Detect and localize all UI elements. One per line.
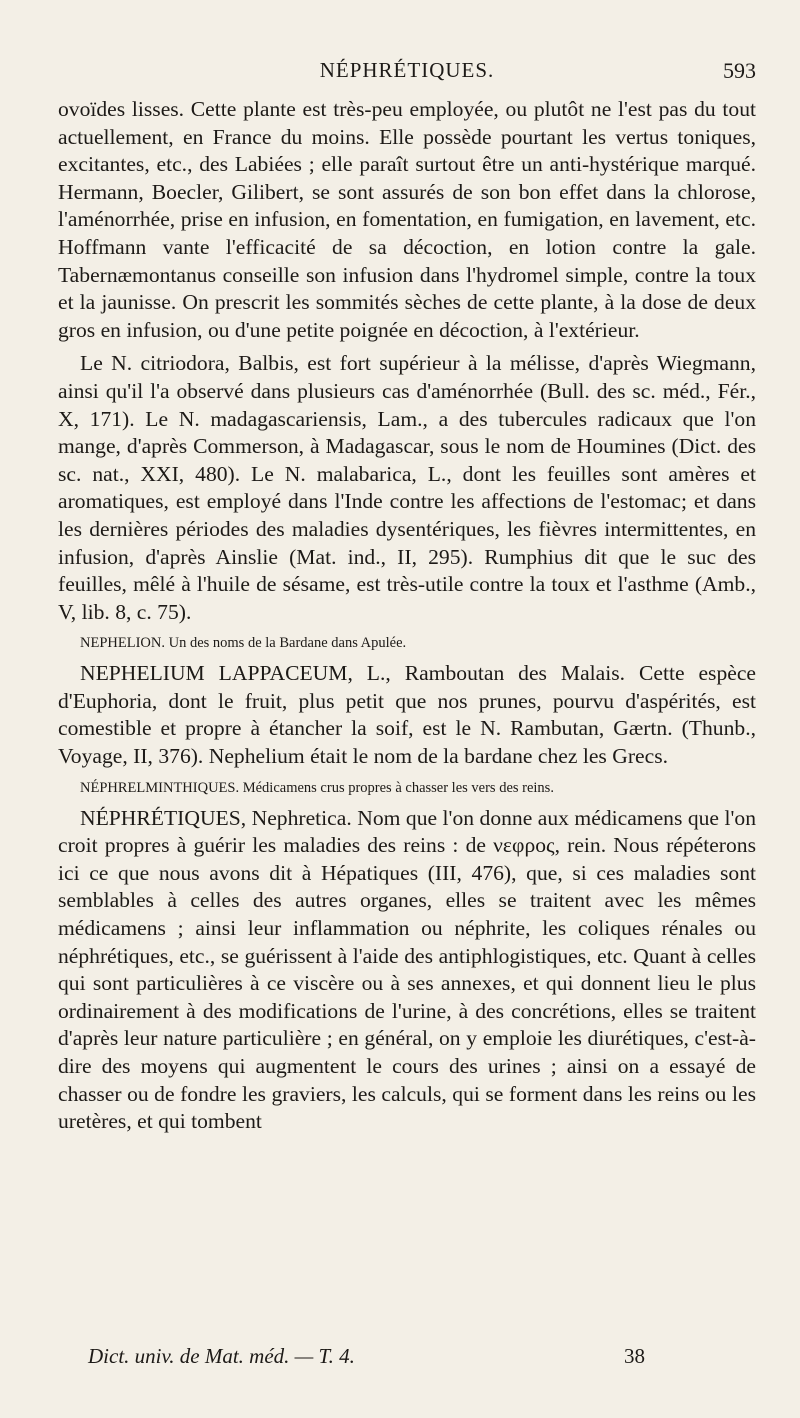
footer-signature: Dict. univ. de Mat. méd. — T. 4. bbox=[88, 1344, 355, 1368]
body-text bbox=[58, 96, 756, 1136]
entry-nephretiques: NÉPHRÉTIQUES, Nephretica. Nom que l'on donne aux médicamens que l'on croit propres à guérir les maladies des reins : de νεφρος, rein. Nous répéterons ici ce que nous avons dit à Hépatiques (III, 476), que, si ces maladies sont semblables à celles des autres organes, elles se traitent avec les mêmes médicamens ; ainsi leur inflammation ou néphrite, les coliques rénales ou néphrétiques, etc., se guérissent à l'aide des antiphlogistiques, etc. Quant à celles qui sont particulières à ce viscère ou à ses annexes, et qui donnent lieu le plus ordinairement à des modifications de l'urine, à des concrétions, elles se traitent d'après leur nature particulière ; en général, on y emploie les diurétiques, c'est-à-dire des moyens qui augmentent le cours des urines ; ainsi on a essayé de chasser ou de fondre les graviers, les calculs, qui se forment dans les reins ou les uretères, et qui tombent bbox=[58, 805, 756, 1134]
entry-nephelion: NEPHELION. Un des noms de la Bardane dans Apulée. bbox=[80, 635, 407, 652]
entry-nephelium-lappaceum: NEPHELIUM LAPPACEUM, L., Ramboutan des Malais. Cette espèce d'Euphoria, dont le fruit, plus petit que nos prunes, pourvu d'aspérités, est comestible et propre à étancher la soif, est le N. Rambutan, Gærtn. (Thunb., Voyage, II, 376). Nephelium était le nom de la bardane chez les Grecs. bbox=[58, 661, 756, 769]
entry-nephrelminthiques: NÉPHRELMINTHIQUES. Médicamens crus propres à chasser les vers des reins. bbox=[80, 779, 554, 796]
page-header bbox=[58, 58, 756, 96]
paragraph-continuation: ovoïdes lisses. Cette plante est très-peu employée, ou plutôt ne l'est pas du tout actuellement, en France du moins. Elle possède pourtant les vertus toniques, excitantes, etc., des Labiées ; elle paraît surtout être un anti-hystérique marqué. Hermann, Boecler, Gilibert, se sont assurés de son bon effet dans la chlorose, l'aménorrhée, prise en infusion, en fomentation, en fumigation, en lavement, etc. Hoffmann vante l'efficacité de sa décoction, en lotion contre la gale. Tabernæmontanus conseille son infusion dans l'hydromel simple, contre la toux et la jaunisse. On prescrit les sommités sèches de cette plante, à la dose de deux gros en infusion, ou d'une petite poignée en décoction, à l'extérieur. bbox=[58, 97, 756, 342]
paragraph-citriodora: Le N. citriodora, Balbis, est fort supérieur à la mélisse, d'après Wiegmann, ainsi qu'il l'a observé dans plusieurs cas d'aménorrhée (Bull. des sc. méd., Fér., X, 171). Le N. madagascariensis, Lam., a des tubercules radicaux que l'on mange, d'après Commerson, à Madagascar, sous le nom de Houmines (Dict. des sc. nat., XXI, 480). Le N. malabarica, L., dont les feuilles sont amères et aromatiques, est employé dans l'Inde contre les affections de l'estomac; et dans les dernières périodes des maladies dysentériques, les fièvres intermittentes, en infusion, d'après Ainslie (Mat. ind., II, 295). Rumphius dit que le suc des feuilles, mêlé à l'huile de sésame, est très-utile contre la toux et l'asthme (Amb., V, lib. 8, c. 75). bbox=[58, 351, 756, 624]
footer-sheet-number: 38 bbox=[624, 1344, 645, 1368]
page-footer bbox=[58, 1344, 756, 1374]
running-head: NÉPHRÉTIQUES. bbox=[319, 58, 495, 82]
page-number: 593 bbox=[723, 58, 756, 83]
